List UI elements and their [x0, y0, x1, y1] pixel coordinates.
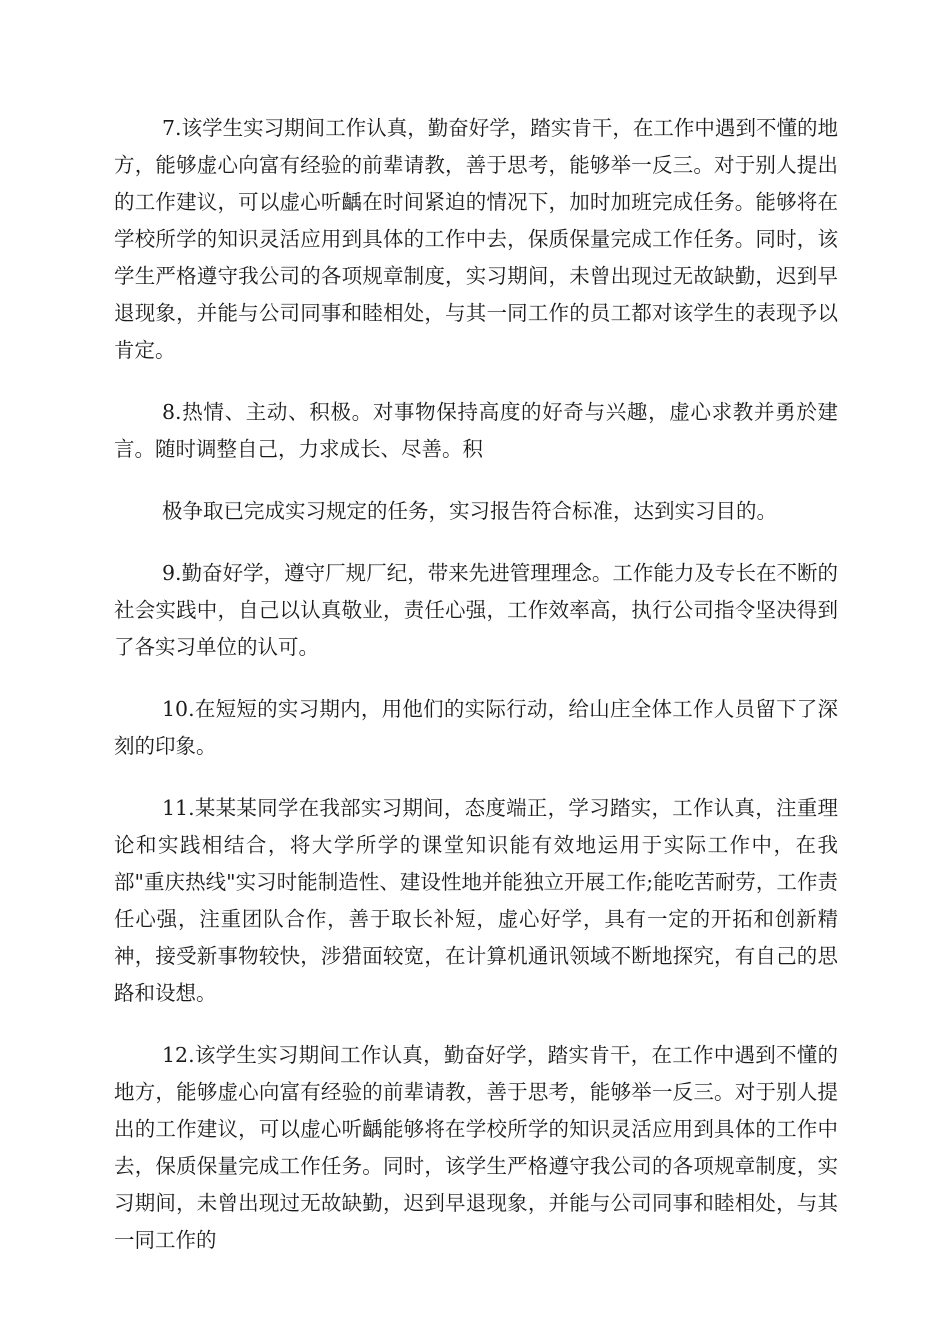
paragraph-10: 10.在短短的实习期内，用他们的实际行动，给山庄全体工作人员留下了深刻的印象。 — [114, 697, 838, 758]
paragraph-7: 7.该学生实习期间工作认真，勤奋好学，踏实肯干，在工作中遇到不懂的地方，能够虚心向富有经验的前辈请教，善于思考，能够举一反三。对于别人提出的工作建议，可以虚心听齲在时间紧迫的情况下，加时加班完成任务。能够将在学校所学的知识灵活应用到具体的工作中去，保质保量完成工作任务。同时，该学生严格遵守我公司的各项规章制度，实习期间，未曾出现过无故缺勤，迟到早退现象，并能与公司同事和睦相处，与其一同工作的员工都对该学生的表现予以肯定。 — [114, 116, 838, 362]
paragraph-9: 9.勤奋好学，遵守厂规厂纪，带来先进管理理念。工作能力及专长在不断的社会实践中，自己以认真敬业，责任心强，工作效率高，执行公司指令坚决得到了各实习单位的认可。 — [114, 561, 838, 659]
paragraph-8: 8.热情、主动、积极。对事物保持高度的好奇与兴趣，虚心求教并勇於建言。随时调整自己，力求成长、尽善。积 — [114, 400, 838, 461]
paragraph-12: 12.该学生实习期间工作认真，勤奋好学，踏实肯干，在工作中遇到不懂的地方，能够虚心向富有经验的前辈请教，善于思考，能够举一反三。对于别人提出的工作建议，可以虚心听齲能够将在学校所学的知识灵活应用到具体的工作中去，保质保量完成工作任务。同时，该学生严格遵守我公司的各项规章制度，实习期间，未曾出现过无故缺勤，迟到早退现象，并能与公司同事和睦相处，与其一同工作的 — [114, 1043, 838, 1252]
paragraph-8-continued: 极争取已完成实习规定的任务，实习报告符合标准，达到实习目的。 — [162, 499, 777, 523]
paragraph-11: 11.某某某同学在我部实习期间，态度端正，学习踏实，工作认真，注重理论和实践相结合，将大学所学的课堂知识能有效地运用于实际工作中，在我部"重庆热线"实习时能制造性、建设性地并能独立开展工作;能吃苦耐劳，工作责任心强，注重团队合作，善于取长补短，虚心好学，具有一定的开拓和创新精神，接受新事物较快，涉猎面较宽，在计算机通讯领域不断地探究，有自己的思路和设想。 — [114, 796, 838, 1005]
